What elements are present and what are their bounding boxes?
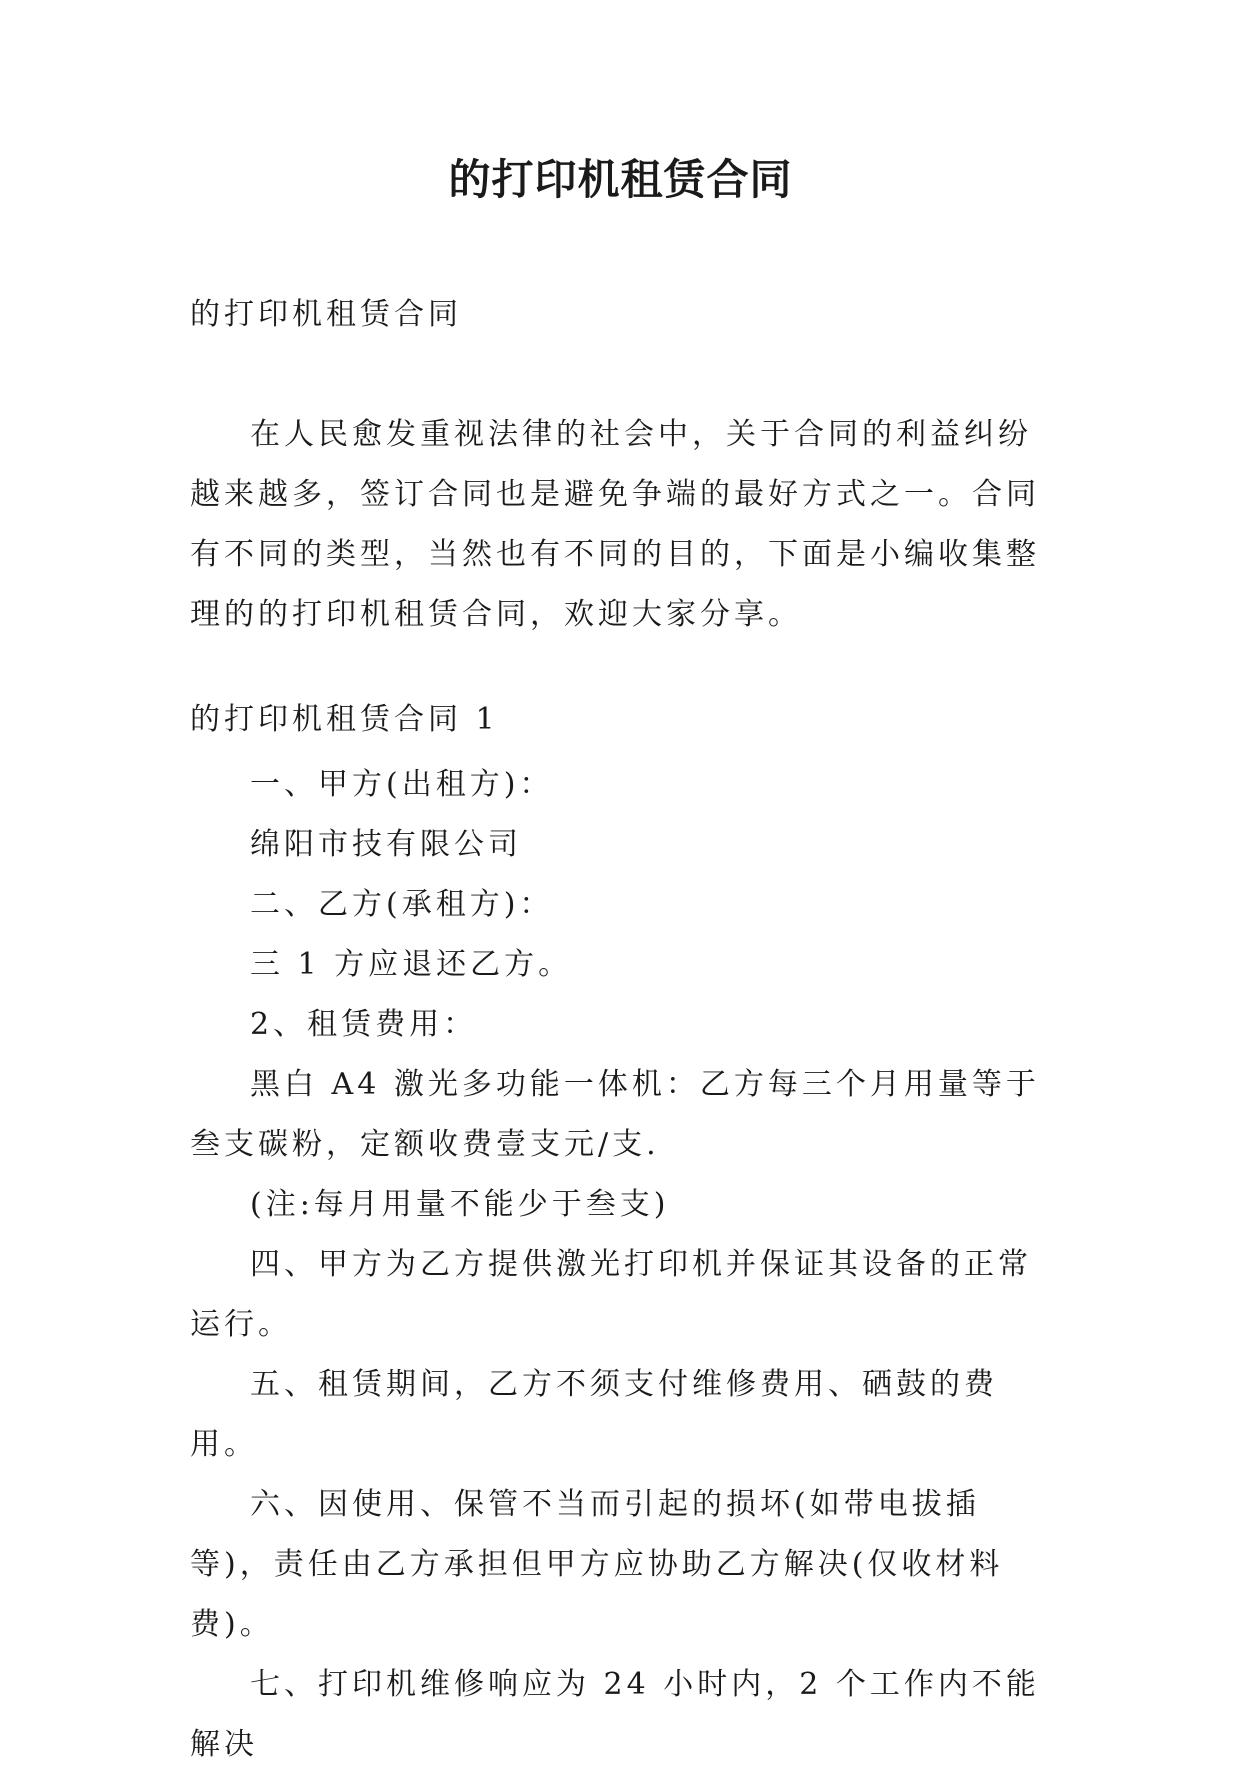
clause-seven: 七、打印机维修响应为 24 小时内，2 个工作内不能解决 — [190, 1667, 1040, 1762]
clause-four: 四、甲方为乙方提供激光打印机并保证其设备的正常运行。 — [190, 1247, 1032, 1342]
clause-six: 六、因使用、保管不当而引起的损坏(如带电拔插等)，责任由乙方承担但甲方应协助乙方解决(仅收材料费)。 — [190, 1487, 1004, 1642]
document-title: 的打印机租赁合同 — [448, 155, 793, 204]
clause-rental-fee-heading: 2、租赁费用： — [250, 1007, 478, 1042]
clause-five: 五、租赁期间，乙方不须支付维修费用、硒鼓的费用。 — [190, 1367, 998, 1462]
clause-party-a: 一、甲方(出租方)： — [250, 767, 554, 802]
clause-company-name: 绵阳市技有限公司 — [250, 827, 522, 862]
clause-party-b: 二、乙方(承租方)： — [250, 887, 554, 922]
clause-refund: 三 1 方应退还乙方。 — [250, 947, 573, 982]
contract-clauses — [190, 755, 1050, 1775]
clause-rental-fee-detail: 黑白 A4 激光多功能一体机：乙方每三个月用量等于叁支碳粉，定额收费壹支元/支. — [190, 1067, 1040, 1162]
section-heading: 的打印机租赁合同 1 — [190, 702, 499, 737]
intro-paragraph: 在人民愈发重视法律的社会中，关于合同的利益纠纷越来越多，签订合同也是避免争端的最好方式之一。合同有不同的类型，当然也有不同的目的，下面是小编收集整理的的打印机租赁合同，欢迎大家分享。 — [190, 417, 1040, 632]
document-subtitle: 的打印机租赁合同 — [190, 297, 462, 332]
clause-note: (注:每月用量不能少于叁支) — [250, 1187, 670, 1222]
